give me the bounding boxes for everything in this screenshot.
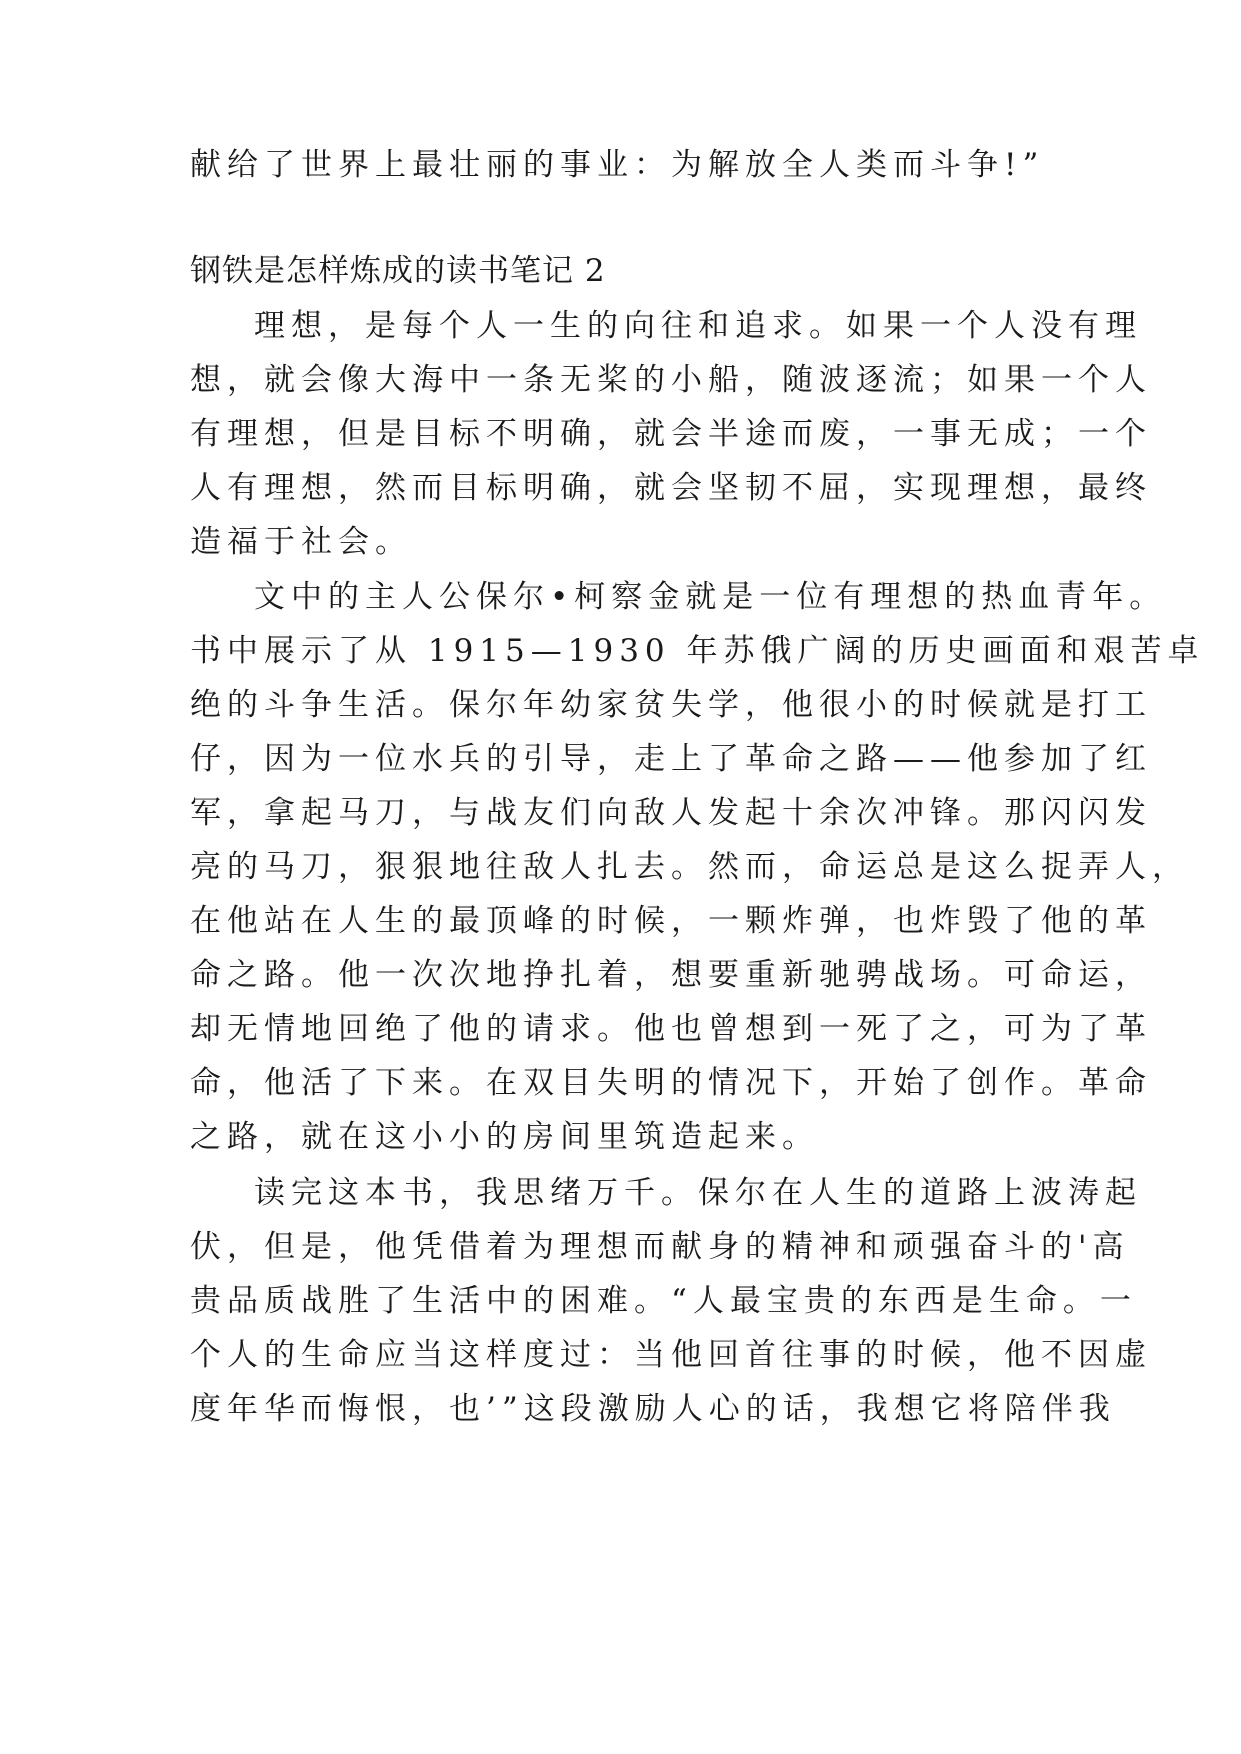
paragraph-2-line-11: 之路，就在这小小的房间里筑造起来。 [190,1119,819,1155]
paragraph-3-line-3: 贵品质战胜了生活中的困难。“人最宝贵的东西是生命。一 [190,1283,1137,1319]
paragraph-2-line-4: 仔，因为一位水兵的引导，走上了革命之路——他参加了红 [190,741,1152,777]
paragraph-1-line-1: 理想，是每个人一生的向往和追求。如果一个人没有理 [254,308,1142,344]
paragraph-2-line-1: 文中的主人公保尔•柯察金就是一位有理想的热血青年。 [254,579,1167,615]
paragraph-3-line-4: 个人的生命应当这样度过：当他回首往事的时候，他不因虚 [190,1337,1152,1373]
paragraph-2-line-3: 绝的斗争生活。保尔年幼家贫失学，他很小的时候就是打工 [190,687,1152,723]
paragraph-3-line-5: 度年华而悔恨，也’”这段激励人心的话，我想它将陪伴我 [190,1391,1116,1427]
lead-line: 献给了世界上最壮丽的事业：为解放全人类而斗争!” [190,147,1045,183]
paragraph-2-line-5: 军，拿起马刀，与战友们向敌人发起十余次冲锋。那闪闪发 [190,795,1152,831]
paragraph-2-line-2: 书中展示了从 1915—1930 年苏俄广阔的历史画面和艰苦卓 [190,633,1205,669]
section-heading: 钢铁是怎样炼成的读书笔记 2 [190,253,606,289]
paragraph-1-line-5: 造福于社会。 [190,524,412,560]
paragraph-2-line-9: 却无情地回绝了他的请求。他也曾想到一死了之，可为了革 [190,1011,1152,1047]
paragraph-3-line-1: 读完这本书，我思绪万千。保尔在人生的道路上波涛起 [254,1175,1142,1211]
paragraph-2-line-8: 命之路。他一次次地挣扎着，想要重新驰骋战场。可命运， [190,957,1152,993]
paragraph-2-line-10: 命，他活了下来。在双目失明的情况下，开始了创作。革命 [190,1065,1152,1101]
paragraph-2-line-7: 在他站在人生的最顶峰的时候，一颗炸弹，也炸毁了他的革 [190,903,1152,939]
paragraph-1-line-2: 想，就会像大海中一条无桨的小船，随波逐流；如果一个人 [190,362,1152,398]
paragraph-1-line-3: 有理想，但是目标不明确，就会半途而废，一事无成；一个 [190,416,1152,452]
paragraph-2-line-6: 亮的马刀，狠狠地往敌人扎去。然而，命运总是这么捉弄人， [190,849,1189,885]
paragraph-1-line-4: 人有理想，然而目标明确，就会坚韧不屈，实现理想，最终 [190,470,1152,506]
paragraph-3-line-2: 伏，但是，他凭借着为理想而献身的精神和顽强奋斗的'高 [190,1229,1130,1265]
